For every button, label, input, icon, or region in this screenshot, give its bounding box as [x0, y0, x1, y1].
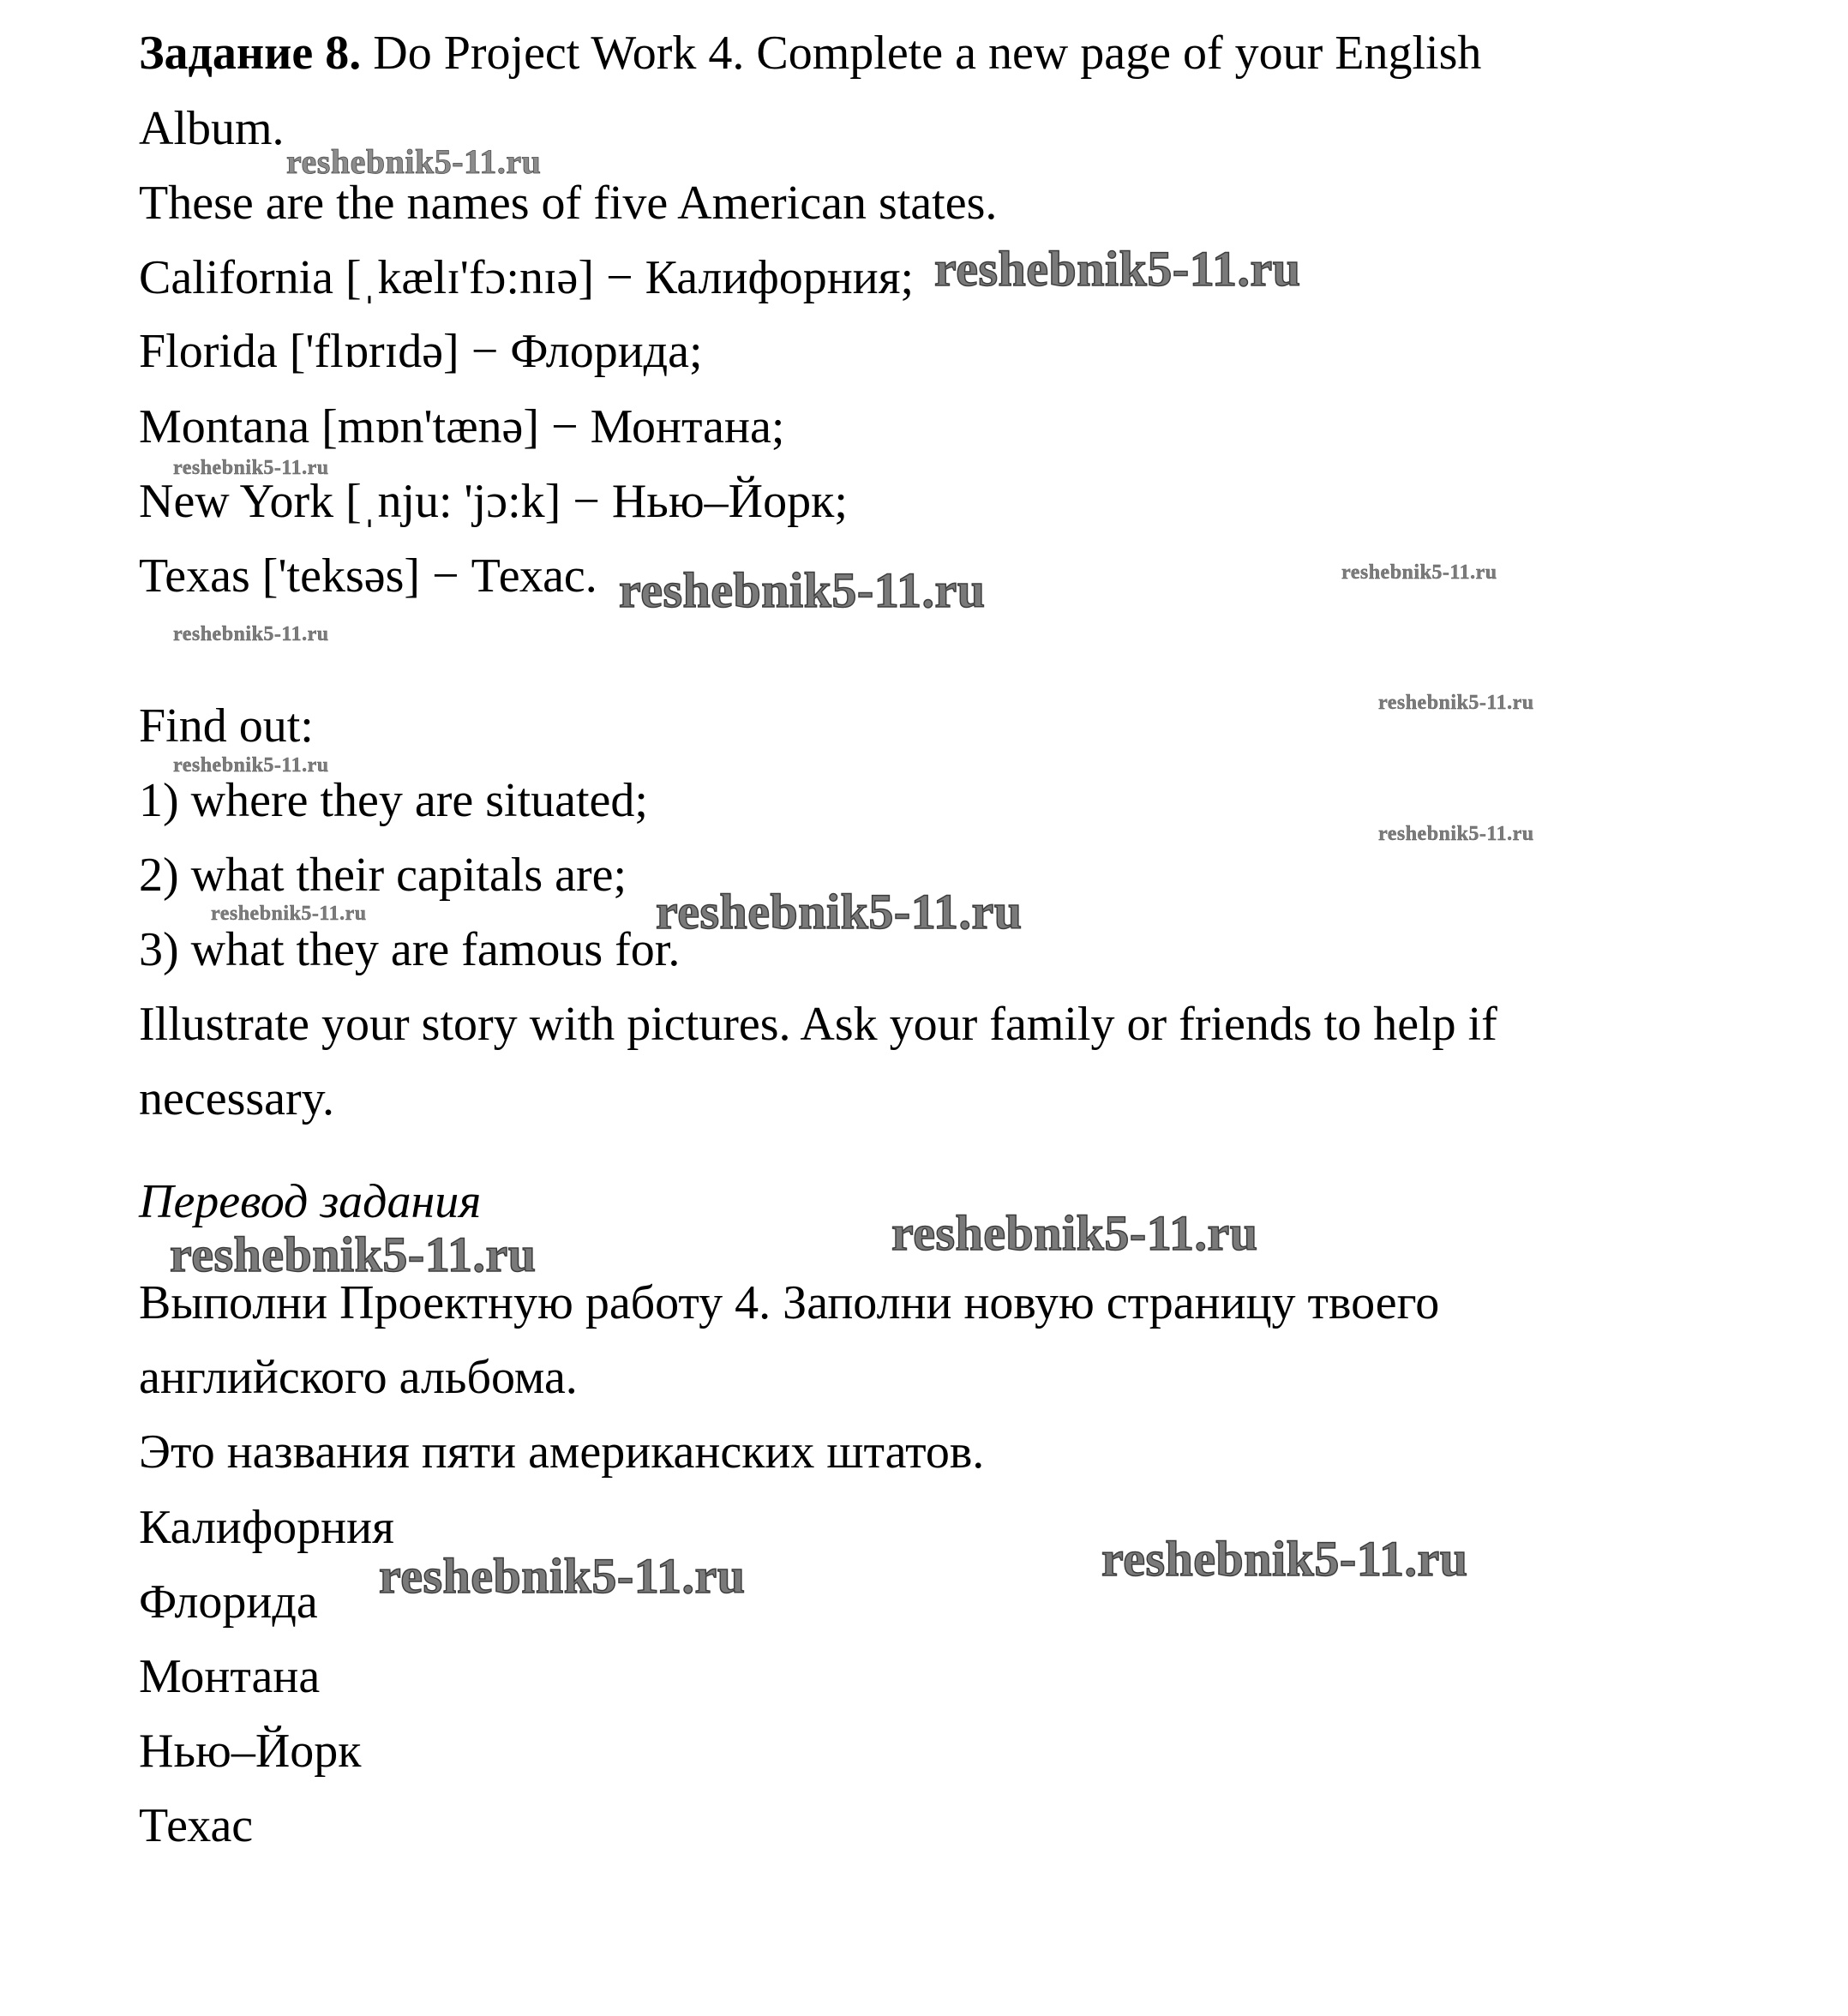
watermark: reshebnik5-11.ru — [379, 1548, 746, 1604]
state-line-florida: Florida ['flɒrɪdə] − Флорида; — [139, 325, 703, 378]
state-line-montana: Montana [mɒn'tænə] − Монтана; — [139, 400, 785, 453]
illustrate-line-2: necessary. — [139, 1072, 335, 1125]
watermark: reshebnik5-11.ru — [934, 241, 1301, 297]
state-line-texas: Texas ['teksəs] − Техас. — [139, 549, 597, 603]
task-number: Задание 8. — [139, 27, 362, 80]
watermark: reshebnik5-11.ru — [286, 142, 542, 181]
translation-state-1: Калифорния — [139, 1501, 394, 1554]
find-out-item-3: 3) what they are famous for. — [139, 923, 681, 976]
task-intro: These are the names of five American states. — [139, 177, 998, 230]
translation-heading: Перевод задания — [139, 1175, 482, 1228]
translation-line-2: английского альбома. — [139, 1351, 578, 1404]
watermark: reshebnik5-11.ru — [1378, 823, 1534, 845]
find-out-label: Find out: — [139, 699, 314, 753]
watermark: reshebnik5-11.ru — [1341, 561, 1497, 584]
task-title-continuation: Album. — [139, 102, 285, 155]
state-line-new-york: New York [ˌnju: 'jɔ:k] − Нью–Йорк; — [139, 475, 848, 528]
watermark: reshebnik5-11.ru — [211, 903, 367, 925]
watermark: reshebnik5-11.ru — [170, 1227, 537, 1282]
illustrate-line-1: Illustrate your story with pictures. Ask your family or friends to help if — [139, 998, 1497, 1051]
find-out-item-1: 1) where they are situated; — [139, 774, 648, 827]
watermark: reshebnik5-11.ru — [656, 884, 1023, 939]
translation-state-3: Монтана — [139, 1650, 321, 1703]
watermark: reshebnik5-11.ru — [619, 562, 986, 618]
watermark: reshebnik5-11.ru — [1378, 692, 1534, 714]
task-title-text: Do Project Work 4. Complete a new page of your English — [361, 27, 1482, 80]
task-title-line — [139, 26, 1481, 81]
state-line-california: California [ˌkælɪ'fɔ:nɪə] − Калифорния; — [139, 251, 915, 304]
translation-state-4: Нью–Йорк — [139, 1725, 362, 1778]
translation-line-1: Выполни Проектную работу 4. Заполни новую страницу твоего — [139, 1276, 1440, 1329]
watermark: reshebnik5-11.ru — [173, 623, 329, 645]
watermark: reshebnik5-11.ru — [173, 457, 329, 479]
watermark: reshebnik5-11.ru — [173, 754, 329, 777]
translation-intro: Это названия пяти американских штатов. — [139, 1425, 985, 1479]
find-out-item-2: 2) what their capitals are; — [139, 849, 627, 902]
translation-state-2: Флорида — [139, 1575, 318, 1629]
watermark: reshebnik5-11.ru — [1101, 1531, 1468, 1587]
translation-state-5: Техас — [139, 1799, 254, 1852]
watermark: reshebnik5-11.ru — [891, 1205, 1258, 1261]
